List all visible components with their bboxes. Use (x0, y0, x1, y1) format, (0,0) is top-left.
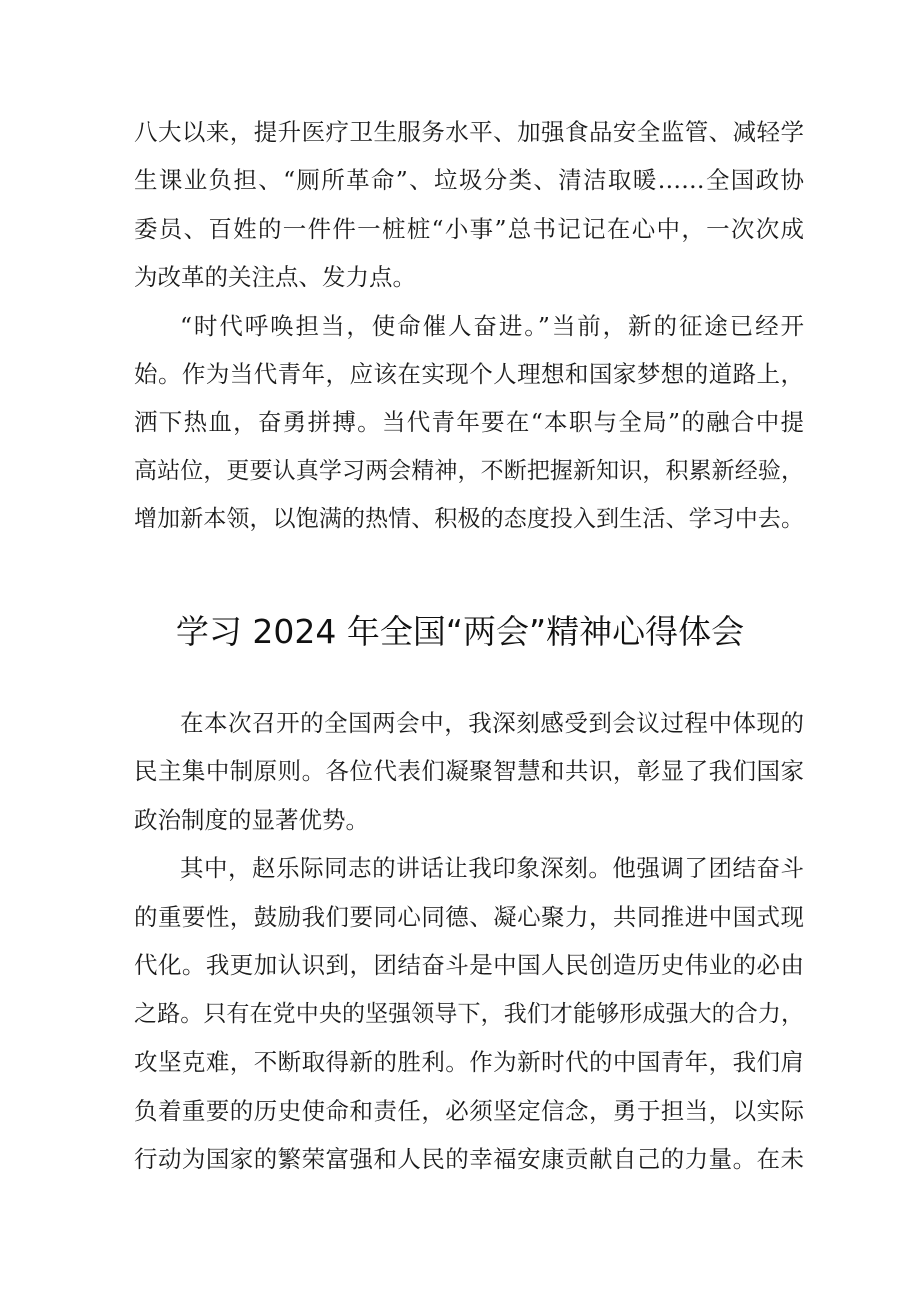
paragraph-line: 为改革的关注点、发力点。 (134, 263, 416, 291)
paragraph-line: 生课业负担、“厕所革命”、垃圾分类、清洁取暖……全国政协 (134, 166, 804, 194)
paragraph-line: 洒下热血，奋勇拼搏。当代青年要在“本职与全局”的融合中提 (134, 408, 804, 436)
document-title: 学习 2024 年全国“两会”精神心得体会 (175, 612, 745, 651)
paragraph-line: 行动为国家的繁荣富强和人民的幸福安康贡献自己的力量。在未 (134, 1145, 804, 1173)
paragraph-line: 政治制度的显著优势。 (134, 806, 369, 834)
paragraph-line: 的重要性，鼓励我们要同心同德、凝心聚力，共同推进中国式现 (134, 903, 804, 931)
paragraph-line: 之路。只有在党中央的坚强领导下，我们才能够形成强大的合力， (134, 1001, 804, 1027)
paragraph-line: 代化。我更加认识到，团结奋斗是中国人民创造历史伟业的必由 (134, 951, 804, 979)
paragraph-line: 其中，赵乐际同志的讲话让我印象深刻。他强调了团结奋斗 (180, 854, 804, 882)
paragraph-line: “时代呼唤担当，使命催人奋进。”当前，新的征途已经开 (180, 312, 804, 340)
paragraph-line: 委员、百姓的一件件一桩桩“小事”总书记记在心中，一次次成 (134, 215, 804, 243)
paragraph-line: 增加新本领，以饱满的热情、积极的态度投入到生活、学习中去。 (134, 506, 804, 532)
paragraph-line: 民主集中制原则。各位代表们凝聚智慧和共识，彰显了我们国家 (134, 757, 804, 785)
paragraph-line: 负着重要的历史使命和责任，必须坚定信念，勇于担当，以实际 (134, 1097, 804, 1125)
paragraph-line: 攻坚克难，不断取得新的胜利。作为新时代的中国青年，我们肩 (134, 1048, 804, 1076)
paragraph-line: 高站位，更要认真学习两会精神，不断把握新知识，积累新经验， (134, 458, 804, 484)
paragraph-line: 在本次召开的全国两会中，我深刻感受到会议过程中体现的 (180, 709, 804, 737)
paragraph-line: 始。作为当代青年，应该在实现个人理想和国家梦想的道路上， (134, 360, 804, 388)
paragraph-line: 八大以来，提升医疗卫生服务水平、加强食品安全监管、减轻学 (134, 118, 804, 146)
